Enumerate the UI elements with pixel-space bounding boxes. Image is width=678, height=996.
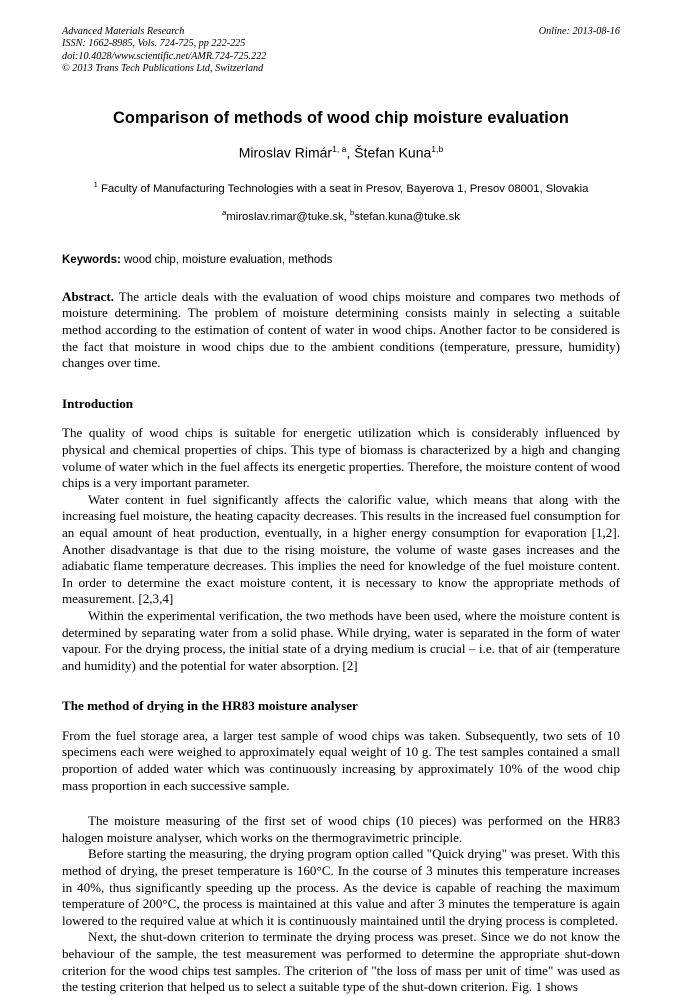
email-marker-a: a (222, 208, 227, 218)
email-address-a: miroslav.rimar@tuke.sk, (226, 210, 347, 223)
paragraph: The moisture measuring of the first set of wood chips (10 pieces) was performed on the HR83 halogen moisture analyser, which works on the thermogravimetric principle. (62, 813, 620, 845)
journal-metadata-block (62, 26, 482, 76)
author-separator: , (346, 144, 355, 161)
abstract-label: Abstract. (62, 288, 114, 304)
email-marker-b: b (349, 208, 355, 218)
paragraph: Water content in fuel significantly affects the calorific value, which means that along with the increasing fuel moisture, the heating capacity decreases. This results in the increased fuel consumption for an equal amount of heat production, eventually, in a higher energy consumption for evaporation [1,2]. Another disadvantage is that due to the rising moisture, the volume of waste gases increases and the adiabatic flame temperature decreases. This implies the need for knowledge of the fuel moisture content. In order to determine the exact moisture content, it is necessary to know the appropriate methods of measurement. [2,3,4] (62, 491, 620, 607)
paragraph: The quality of wood chips is suitable for energetic utilization which is considerably influenced by physical and chemical properties of chips. This type of biomass is characterized by a high and changing volume of water which in the fuel affects its energetic properties. Therefore, the moisture content of wood chips is a very important parameter. (62, 425, 620, 491)
page-title: Comparison of methods of wood chip moisture evaluation (113, 108, 569, 127)
journal-name: Advanced Materials Research (62, 26, 185, 37)
author-name-2: Štefan Kuna (354, 144, 432, 161)
author-name-1: Miroslav Rimár (238, 144, 333, 161)
paragraph: Next, the shut-down criterion to terminate the drying process was preset. Since we do not know the behaviour of the sample, the test measurement was performed to determine the appropriate shut-down criterion for the wood chips test samples. The criterion of "the loss of mass per unit of time" was used as the testing criterion that helped us to select a suitable type of the shut-down criterion. Fig. 1 shows (62, 929, 620, 995)
author-affiliation-marker-1: 1, a (332, 143, 347, 154)
online-publication-date: Online: 2013-08-16 (538, 26, 620, 37)
abstract-text: The article deals with the evaluation of wood chips moisture and compares two methods of moisture determining. The problem of moisture determining consists mainly in selecting a suitable method according to the estimation of content of water in wood chips. Another factor to be considered is the fact that moisture in wood chips due to the ambient conditions (temperature, pressure, humidity) changes over time. (62, 288, 620, 371)
author-affiliation-marker-2: 1,b (431, 143, 444, 154)
paragraph: Before starting the measuring, the drying program option called "Quick drying" was preset. With this method of drying, the preset temperature is 160°C. In the course of 3 minutes this temperature increases in 40%, thus significantly speeding up the process. As the device is capable of reaching the maximum temperature of 200°C, the process is maintained at this value and after 3 minutes the temperature is again lowered to the required value at which it is continuously maintained until the drying process is completed. (62, 846, 620, 928)
journal-header (62, 26, 620, 76)
paragraph: From the fuel storage area, a larger test sample of wood chips was taken. Subsequently, two sets of 10 specimens each were weighed to approximately equal weight of 10 g. The test samples contained a small proportion of added water which was continuously increasing by approximately 10% of the wood chip mass proportion in each successive sample. (62, 727, 620, 793)
author-list (62, 144, 620, 161)
keywords-line (62, 253, 620, 267)
affiliation-line (62, 178, 620, 196)
journal-doi-line: doi:10.4028/www.scientific.net/AMR.724-725.222 (62, 50, 267, 62)
email-address-b: stefan.kuna@tuke.sk (354, 210, 460, 223)
keywords-label: Keywords: (62, 253, 121, 266)
journal-copyright-line: © 2013 Trans Tech Publications Ltd, Switzerland (62, 63, 264, 75)
affiliation-text: Faculty of Manufacturing Technologies with a seat in Presov, Bayerova 1, Presov 08001, Slovakia (100, 183, 589, 196)
affiliation-marker: 1 (93, 180, 98, 190)
keywords-values: wood chip, moisture evaluation, methods (124, 253, 333, 266)
paragraph: Within the experimental verification, the two methods have been used, where the moisture content is determined by separating water from a solid phase. While drying, water is separated in the form of water vapour. For the drying process, the initial state of a drying medium is crucial – i.e. that of air (temperature and humidity) and the potential for water absorption. [2] (62, 607, 620, 673)
section-heading-introduction: Introduction (62, 395, 134, 411)
author-emails (62, 206, 620, 224)
journal-issn-line: ISSN: 1662-8985, Vols. 724-725, pp 222-225 (62, 38, 246, 50)
abstract-block (62, 289, 620, 372)
section-heading-hr83-method: The method of drying in the HR83 moisture analyser (62, 698, 358, 714)
